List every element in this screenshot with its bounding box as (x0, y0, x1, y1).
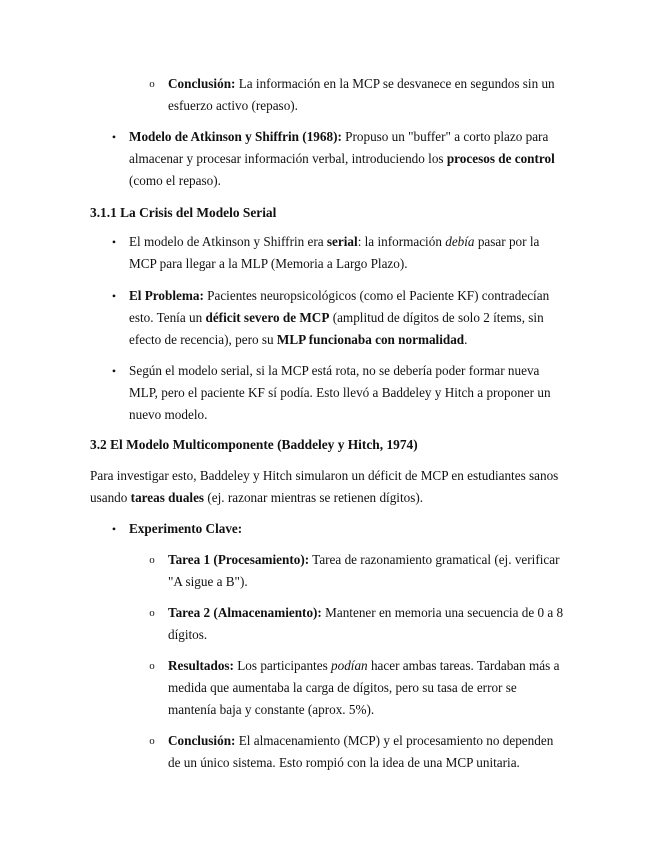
problem-label: El Problema: (129, 288, 204, 303)
list-item-results (149, 655, 568, 721)
serial-text-2: : la información (357, 234, 446, 249)
list-item-task-1 (149, 549, 568, 593)
results-italic: podían (331, 658, 368, 673)
list-item-conclusion-2 (149, 730, 568, 774)
bullet-icon: • (111, 522, 117, 536)
section-heading-3-2: 3.2 El Modelo Multicomponente (Baddeley y Hitch, 1974) (90, 437, 418, 452)
problem-text-2: (amplitud de dígitos de solo 2 ítems, sin efecto de recencia), pero su (129, 310, 544, 347)
list-item-task-2 (149, 602, 568, 646)
serial-italic: debía (445, 234, 475, 249)
circle-bullet-icon: o (149, 660, 155, 672)
list-item-conclusion-1 (149, 73, 568, 117)
conclusion-2-text: El almacenamiento (MCP) y el procesamiento no dependen de un único sistema. Esto rompió con la idea de una MCP unitaria. (168, 733, 554, 770)
bullet-icon: • (111, 289, 117, 303)
paragraph-bold: tareas duales (130, 490, 205, 505)
circle-bullet-icon: o (149, 735, 155, 747)
serial-text: El modelo de Atkinson y Shiffrin era (129, 234, 327, 249)
atkinson-text: Propuso un "buffer" a corto plazo para almacenar y procesar información verbal, introduciendo los (129, 129, 549, 166)
atkinson-bold: procesos de control (446, 151, 555, 166)
bullet-icon: • (111, 130, 117, 144)
conclusion-2-label: Conclusión: (168, 733, 236, 748)
list-item-problem (111, 285, 569, 351)
circle-bullet-icon: o (149, 607, 155, 619)
circle-bullet-icon: o (149, 78, 155, 90)
problem-bold-2: MLP funcionaba con normalidad (276, 332, 465, 347)
circle-bullet-icon: o (149, 554, 155, 566)
atkinson-text-end: (como el repaso). (129, 173, 221, 188)
conclusion-label: Conclusión: (168, 76, 236, 91)
bullet-icon: • (111, 235, 117, 249)
task-2-label: Tarea 2 (Almacenamiento): (168, 605, 322, 620)
task-2-text: Mantener en memoria una secuencia de 0 a 8 dígitos. (168, 605, 564, 642)
serial-consequence-text: Según el modelo serial, si la MCP está rota, no se debería poder formar nueva MLP, pero el paciente KF sí podía. Esto llevó a Baddeley y Hitch a proponer un nuevo modelo. (129, 363, 551, 422)
results-text-2: hacer ambas tareas. Tardaban más a medida que aumentaba la carga de dígitos, pero su tasa de error se mantenía baja y constante (aprox. 5%). (168, 658, 560, 717)
serial-text-3: pasar por la MCP para llegar a la MLP (Memoria a Largo Plazo). (129, 234, 540, 271)
key-experiment-label: Experimento Clave: (129, 521, 243, 536)
problem-text-3: . (464, 332, 468, 347)
list-item-atkinson (111, 126, 569, 192)
paragraph-investigation (90, 465, 565, 509)
paragraph-text-end: (ej. razonar mientras se retienen dígitos). (204, 490, 424, 505)
task-1-text: Tarea de razonamiento gramatical (ej. verificar "A sigue a B"). (168, 552, 560, 589)
problem-bold-1: déficit severo de MCP (205, 310, 330, 325)
serial-bold: serial (326, 234, 358, 249)
conclusion-text: La información en la MCP se desvanece en segundos sin un esfuerzo activo (repaso). (168, 76, 555, 113)
list-item-serial (111, 231, 569, 275)
task-1-label: Tarea 1 (Procesamiento): (168, 552, 310, 567)
results-text: Los participantes (233, 658, 331, 673)
bullet-icon: • (111, 364, 117, 378)
list-item-key-experiment (111, 518, 569, 540)
section-heading-3-1-1: 3.1.1 La Crisis del Modelo Serial (90, 205, 277, 220)
atkinson-label: Modelo de Atkinson y Shiffrin (1968): (129, 129, 342, 144)
results-label: Resultados: (168, 658, 234, 673)
problem-text: Pacientes neuropsicológicos (como el Paciente KF) contradecían esto. Tenía un (129, 288, 550, 325)
list-item-serial-consequence (111, 360, 569, 426)
paragraph-text: Para investigar esto, Baddeley y Hitch simularon un déficit de MCP en estudiantes sanos usando (90, 468, 559, 505)
